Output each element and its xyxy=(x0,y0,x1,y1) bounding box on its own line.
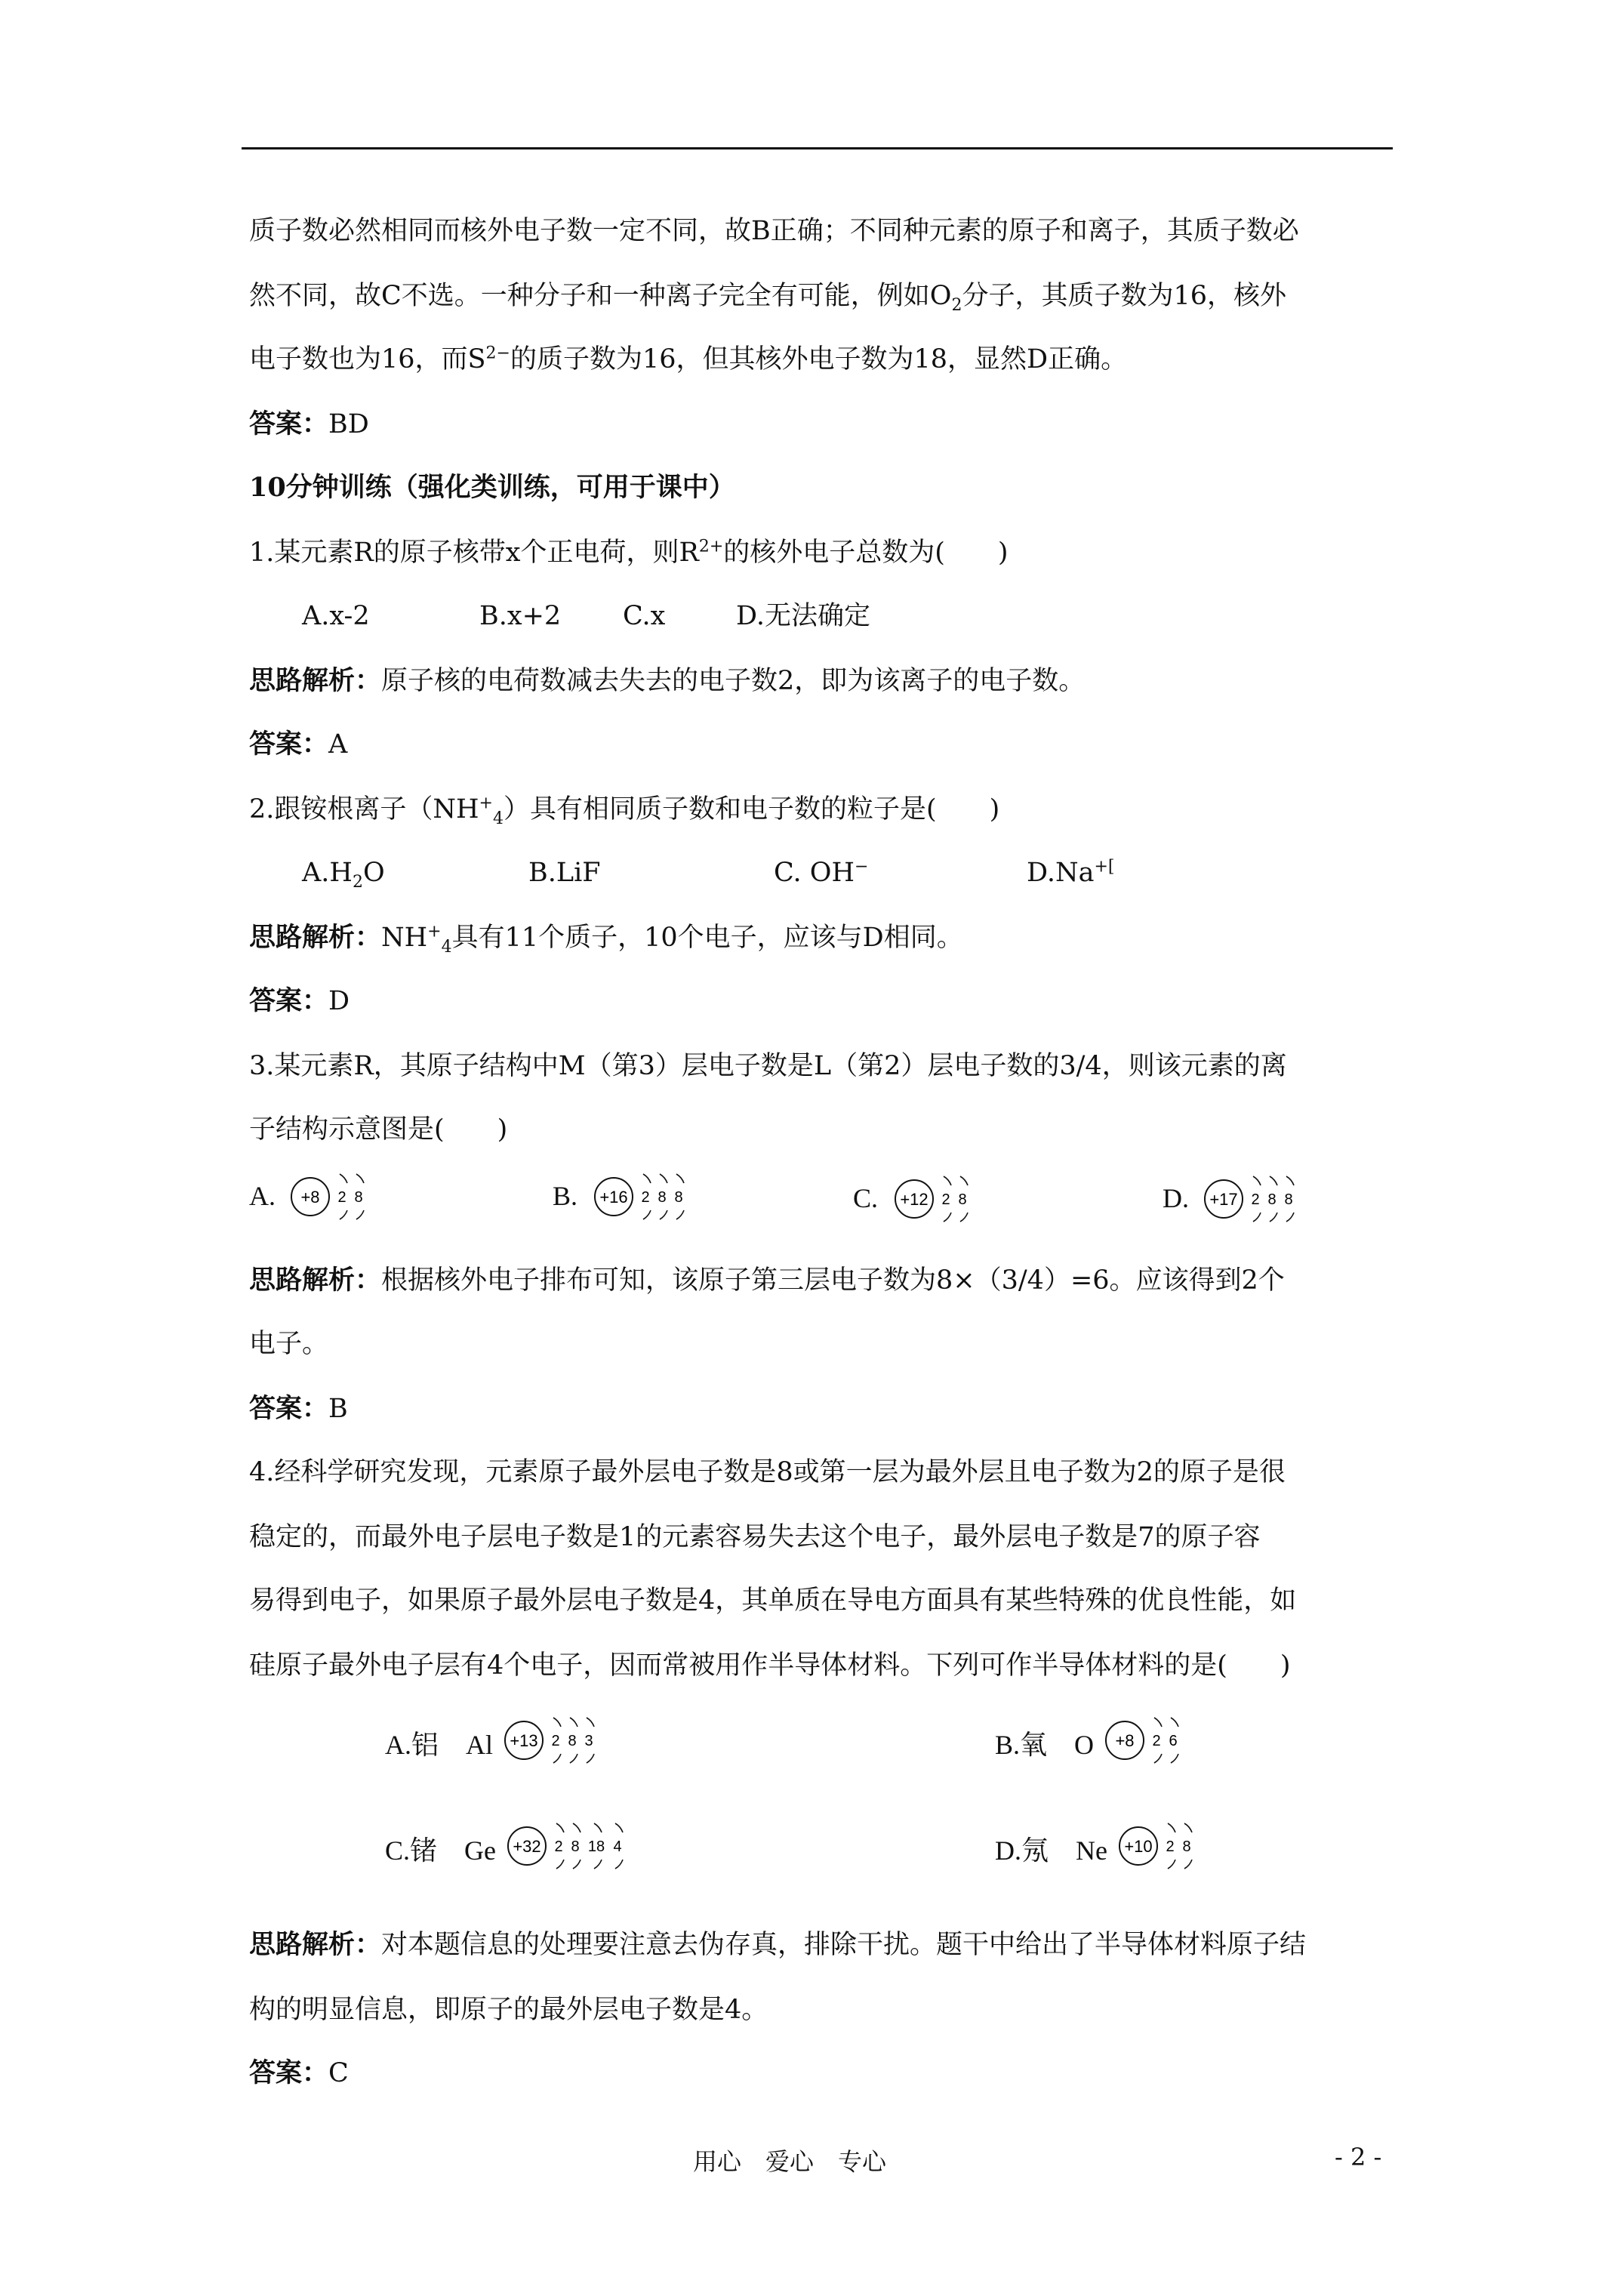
shell-electron-count: 8 xyxy=(1284,1191,1293,1208)
q3-answer: 答案：B xyxy=(249,1393,348,1424)
nucleus-charge: +32 xyxy=(513,1837,541,1856)
shell-arc xyxy=(340,1210,347,1219)
shell-arc xyxy=(570,1754,577,1763)
shell-electron-count: 8 xyxy=(1182,1838,1191,1855)
shell-electron-count: 2 xyxy=(551,1733,560,1749)
shell-arc xyxy=(556,1860,564,1869)
shell-electron-count: 2 xyxy=(1152,1733,1161,1749)
shell-electron-count: 8 xyxy=(571,1838,580,1855)
shell-electron-count: 2 xyxy=(1251,1191,1260,1208)
shell-electron-count: 8 xyxy=(658,1189,667,1206)
shell-arc xyxy=(1154,1718,1162,1727)
nucleus-charge: +10 xyxy=(1124,1837,1153,1856)
nucleus-charge: +8 xyxy=(300,1188,320,1207)
atom-structure-diagram xyxy=(894,1169,983,1232)
nucleus-charge: +13 xyxy=(510,1731,538,1750)
nucleus-charge: +8 xyxy=(1115,1731,1135,1750)
atom-structure-diagram xyxy=(507,1816,638,1879)
shell-arc xyxy=(594,1823,602,1832)
shell-arc xyxy=(960,1176,968,1185)
shell-arc xyxy=(944,1213,951,1222)
nucleus-charge: +16 xyxy=(599,1188,628,1207)
shell-arc xyxy=(1184,1823,1192,1832)
q2-option-b: B.LiF xyxy=(528,858,601,888)
shell-arc xyxy=(660,1174,667,1183)
shell-arc xyxy=(643,1174,651,1183)
diagram-label: C.锗 Ge xyxy=(385,1835,496,1866)
footer-motto: 用心 爱心 专心 xyxy=(693,2147,887,2176)
shell-arc xyxy=(944,1176,951,1185)
q3-stem: 3.某元素R，其原子结构中M（第3）层电子数是L（第2）层电子数的3/4，则该元素的离 xyxy=(249,1051,1287,1081)
q1-option-a: A.x-2 xyxy=(302,601,370,631)
shell-electron-count: 8 xyxy=(674,1189,683,1206)
shell-arc xyxy=(587,1754,594,1763)
q1-answer: 答案：A xyxy=(249,729,348,760)
q2-answer: 答案：D xyxy=(249,985,350,1016)
shell-arc xyxy=(1168,1860,1175,1869)
shell-arc xyxy=(587,1718,594,1727)
shell-arc xyxy=(1270,1176,1277,1185)
shell-arc xyxy=(553,1754,561,1763)
diagram-label: D. xyxy=(1163,1183,1189,1213)
q2-option-c: C. OH− xyxy=(774,857,869,888)
shell-arc xyxy=(1286,1213,1294,1222)
shell-electron-count: 8 xyxy=(1267,1191,1277,1208)
nucleus-charge: +12 xyxy=(900,1190,929,1209)
shell-arc xyxy=(573,1860,581,1869)
text-line: 电子数也为16，而$S^{2-}$的质子数为16，但其核外电子数为18，显然D正确。 xyxy=(249,344,1128,374)
shell-arc xyxy=(1171,1718,1178,1727)
shell-electron-count: 2 xyxy=(641,1189,650,1206)
q4-analysis: 构的明显信息，即原子的最外层电子数是4。 xyxy=(249,1995,768,2025)
shell-arc xyxy=(356,1210,364,1219)
q4-stem: 4.经科学研究发现，元素原子最外层电子数是8或第一层为最外层且电子数为2的原子是很 xyxy=(249,1457,1286,1487)
shell-electron-count: 4 xyxy=(613,1838,622,1855)
shell-arc xyxy=(660,1210,667,1219)
shell-arc xyxy=(356,1174,364,1183)
shell-arc xyxy=(340,1174,347,1183)
shell-arc xyxy=(1171,1754,1178,1763)
shell-arc xyxy=(594,1860,602,1869)
shell-electron-count: 8 xyxy=(568,1733,577,1749)
diagram-label: A.铝 Al xyxy=(385,1730,493,1760)
diagram-label: B. xyxy=(553,1181,578,1211)
q2-option-d: D.Na+[ xyxy=(1027,857,1115,888)
q1-option-d: D.无法确定 xyxy=(736,601,870,631)
q2-options xyxy=(302,855,1114,891)
nucleus-charge: +17 xyxy=(1209,1190,1238,1209)
page-number: - 2 - xyxy=(1335,2143,1382,2171)
q2-stem: 2.跟铵根离子$(NH^+_4)$具有相同质子数和电子数的粒子是( ) xyxy=(249,794,1000,828)
text-line: 质子数必然相同而核外电子数一定不同，故B正确；不同种元素的原子和离子，其质子数必 xyxy=(249,216,1299,246)
q1-stem: 1.某元素R的原子核带x个正电荷，则$R^{2+}$的核外电子总数为( ) xyxy=(249,537,1009,568)
section-title: 10分钟训练（强化类训练，可用于课中） xyxy=(249,472,735,503)
header-rule xyxy=(242,147,1393,149)
q2-option-a: $A.H_2O$ xyxy=(302,858,385,892)
q4-answer: 答案：C xyxy=(249,2057,349,2088)
shell-arc xyxy=(556,1823,564,1832)
atom-structure-diagram xyxy=(290,1166,379,1230)
q3-analysis: 思路解析：根据核外电子排布可知，该原子第三层电子数为8×（3/4）=6。应该得到2个 xyxy=(249,1265,1285,1296)
q1-option-b: B.x+2 xyxy=(479,601,562,631)
q1-analysis: 思路解析：原子核的电荷数减去失去的电子数2，即为该离子的电子数。 xyxy=(249,665,1086,696)
shell-arc xyxy=(570,1718,577,1727)
q1-options xyxy=(302,598,870,634)
answer-line: 答案：BD xyxy=(249,408,369,439)
atom-structure-diagram xyxy=(1203,1169,1309,1232)
q4-stem: 稳定的，而最外电子层电子数是1的元素容易失去这个电子，最外层电子数是7的原子容 xyxy=(249,1522,1261,1552)
diagram-label: C. xyxy=(853,1183,879,1213)
text-line: 然不同，故C不选。一种分子和一种离子完全有可能，例如$O_2$分子，其质子数为16，核外 xyxy=(249,281,1287,315)
shell-electron-count: 2 xyxy=(1166,1838,1175,1855)
q3-stem: 子结构示意图是( ) xyxy=(249,1114,508,1145)
diagram-label: D.氖 Ne xyxy=(995,1835,1107,1866)
shell-arc xyxy=(1184,1860,1192,1869)
shell-arc xyxy=(615,1823,623,1832)
shell-electron-count: 18 xyxy=(587,1838,605,1855)
q4-stem: 硅原子最外电子层有4个电子，因而常被用作半导体材料。下列可作半导体材料的是( ) xyxy=(249,1650,1291,1681)
shell-arc xyxy=(1286,1176,1294,1185)
shell-arc xyxy=(676,1174,684,1183)
diagram-label: A. xyxy=(249,1181,276,1211)
q1-option-c: C.x xyxy=(623,601,666,631)
shell-electron-count: 2 xyxy=(554,1838,563,1855)
shell-arc xyxy=(553,1718,561,1727)
shell-electron-count: 8 xyxy=(354,1189,363,1206)
shell-arc xyxy=(1253,1213,1261,1222)
shell-electron-count: 2 xyxy=(337,1189,346,1206)
atom-structure-diagram xyxy=(504,1710,609,1774)
q3-analysis: 电子。 xyxy=(249,1329,329,1359)
q2-analysis: 思路解析：$NH^+_4$具有11个质子，10个电子，应该与D相同。 xyxy=(249,922,963,957)
q4-stem: 易得到电子，如果原子最外层电子数是4，其单质在导电方面具有某些特殊的优良性能，如 xyxy=(249,1586,1297,1616)
shell-electron-count: 6 xyxy=(1169,1733,1178,1749)
shell-electron-count: 2 xyxy=(941,1191,950,1208)
atom-structure-diagram xyxy=(1104,1710,1193,1774)
shell-arc xyxy=(676,1210,684,1219)
atom-structure-diagram xyxy=(1118,1816,1207,1879)
shell-arc xyxy=(1154,1754,1162,1763)
shell-arc xyxy=(615,1860,623,1869)
shell-arc xyxy=(960,1213,968,1222)
atom-structure-diagram xyxy=(593,1166,699,1230)
q4-analysis: 思路解析：对本题信息的处理要注意去伪存真，排除干扰。题干中给出了半导体材料原子结 xyxy=(249,1929,1307,1960)
diagram-label: B.氧 O xyxy=(995,1730,1095,1760)
shell-arc xyxy=(1270,1213,1277,1222)
shell-arc xyxy=(1253,1176,1261,1185)
shell-arc xyxy=(643,1210,651,1219)
shell-electron-count: 8 xyxy=(958,1191,967,1208)
shell-electron-count: 3 xyxy=(584,1733,593,1749)
shell-arc xyxy=(573,1823,581,1832)
shell-arc xyxy=(1168,1823,1175,1832)
